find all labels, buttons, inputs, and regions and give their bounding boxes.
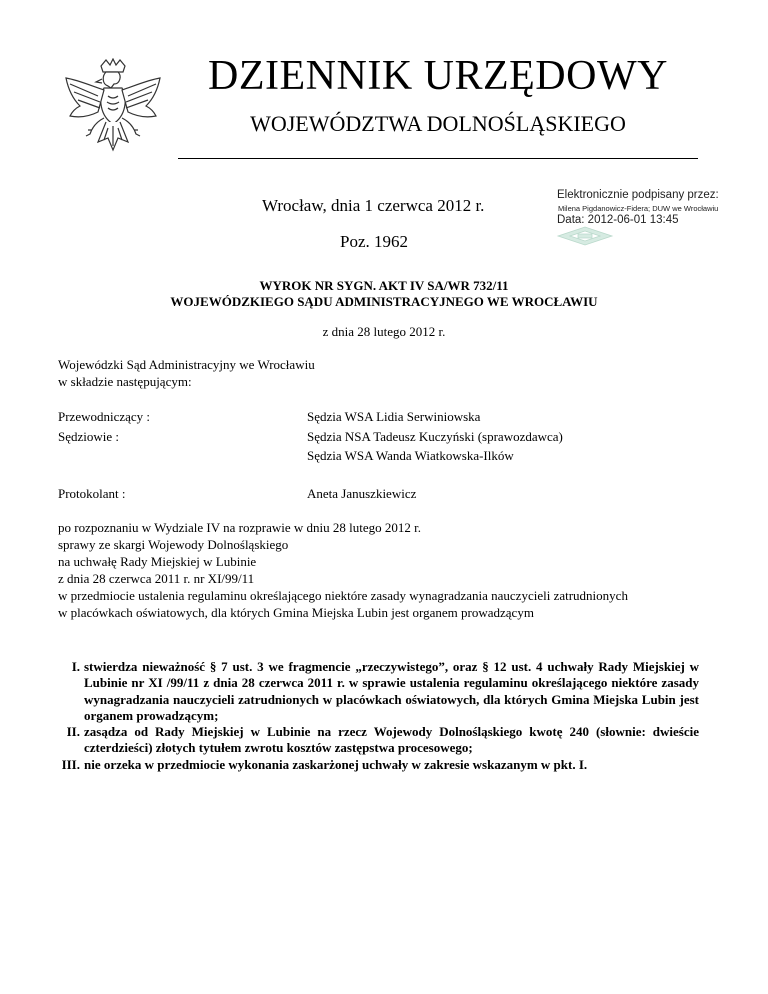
publication-position: Poz. 1962 <box>340 232 408 251</box>
panel-row <box>58 448 718 468</box>
judgment-title-line1: WYROK NR SYGN. AKT IV SA/WR 732/11 <box>259 278 509 293</box>
judgment-date: z dnia 28 lutego 2012 r. <box>322 324 446 339</box>
signature-date: Data: 2012-06-01 13:45 <box>557 214 679 226</box>
court-intro-line: w składzie następującym: <box>58 374 192 389</box>
consideration-line: w przedmiocie ustalenia regulaminu określającego niektóre zasady wynagradzania nauczycieli zatrudnionych <box>58 588 628 603</box>
judgment-title-line2: WOJEWÓDZKIEGO SĄDU ADMINISTRACYJNEGO WE WROCŁAWIU <box>170 294 598 309</box>
consideration-line: po rozpoznaniu w Wydziale IV na rozprawie w dniu 28 lutego 2012 r. <box>58 520 422 535</box>
panel-row <box>58 409 718 429</box>
panel-judge-name: Sędzia WSA Lidia Serwiniowska <box>307 409 481 424</box>
judicial-panel <box>58 409 718 468</box>
signature-signer: Milena Pigdanowicz-Fidera; DUW we Wrocławiu <box>558 204 719 213</box>
header-divider <box>178 158 698 159</box>
journal-title: DZIENNIK URZĘDOWY <box>208 53 668 99</box>
ruling-text: zasądza od Rady Miejskiej w Lubinie na rzecz Wojewody Dolnośląskiego kwotę 240 (słownie: dwieście czterdzieści) złotych tytułem zwrotu kosztów zastępstwa procesowego; <box>84 724 699 756</box>
reporter-name: Aneta Januszkiewicz <box>307 486 417 501</box>
panel-judge-name: Sędzia WSA Wanda Wiatkowska-Ilków <box>307 448 514 463</box>
case-consideration <box>58 519 718 621</box>
court-intro-line: Wojewódzki Sąd Administracyjny we Wrocławiu <box>58 357 315 372</box>
consideration-line: na uchwałę Rady Miejskiej w Lubinie <box>58 554 257 569</box>
consideration-line: z dnia 28 czerwca 2011 r. nr XI/99/11 <box>58 571 255 586</box>
reporter-role: Protokolant : <box>58 486 126 501</box>
ruling-text: nie orzeka w przedmiocie wykonania zaskarżonej uchwały w zakresie wskazanym w pkt. I. <box>84 756 588 772</box>
publication-place-date: Wrocław, dnia 1 czerwca 2012 r. <box>262 196 485 215</box>
ruling-item <box>58 757 699 773</box>
consideration-line: w placówkach oświatowych, dla których Gmina Miejska Lubin jest organem prowadzącym <box>58 605 534 620</box>
panel-judge-name: Sędzia NSA Tadeusz Kuczyński (sprawozdawca) <box>307 428 563 444</box>
journal-subtitle: WOJEWÓDZTWA DOLNOŚLĄSKIEGO <box>250 111 626 136</box>
panel-role: Przewodniczący : <box>58 409 151 424</box>
court-intro <box>58 356 315 390</box>
polish-eagle-emblem-icon <box>58 58 168 168</box>
judgment-title <box>60 278 708 310</box>
rulings-list <box>58 659 699 773</box>
ruling-text: stwierdza nieważność § 7 ust. 3 we fragmencie „rzeczywistego”, oraz § 12 ust. 4 uchwały Rady Miejskiej w Lubinie nr XI /99/11 z dnia 28 czerwca 2011 r. w sprawie ustalenia regulaminu określającego niektóre zasady wynagradzania nauczycieli zatrudnionych w placówkach oświatowych, dla których Gmina Miejska Lubin jest organem prowadzącym; <box>84 659 699 723</box>
panel-row <box>58 429 718 449</box>
panel-role: Sędziowie : <box>58 428 120 444</box>
consideration-line: sprawy ze skargi Wojewody Dolnośląskiego <box>58 537 289 552</box>
court-reporter <box>58 486 718 506</box>
ruling-number: II. <box>66 724 80 740</box>
reporter-row <box>58 486 718 506</box>
ruling-item <box>58 724 699 757</box>
ruling-number: III. <box>61 756 80 772</box>
ruling-number: I. <box>71 659 80 674</box>
ruling-item <box>58 659 699 724</box>
signature-header: Elektronicznie podpisany przez: <box>557 189 719 201</box>
signature-stamp-logo-icon <box>556 225 614 247</box>
